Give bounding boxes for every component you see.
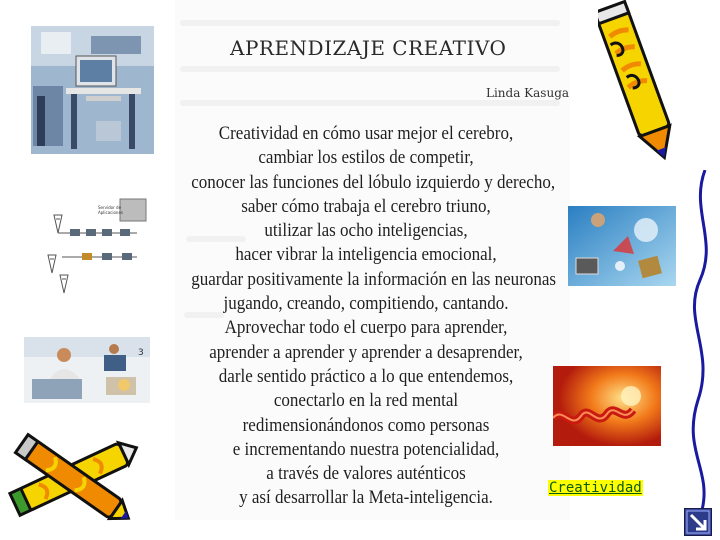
ghost-text-line [180,66,560,72]
computer-lab-image [31,26,154,154]
poem-line: jugando, creando, compitiendo, cantando. [223,294,509,315]
pencils-icon [0,430,145,530]
poem-line: y así desarrollar la Meta-inteligencia. [239,488,493,509]
poem-line: utilizar las ocho inteligencias, [264,221,468,242]
poem-line: redimensionándonos como personas [242,415,490,436]
poem-line: conectarlo en la red mental [273,391,459,412]
people-collage-image [24,337,150,403]
next-slide-icon [685,509,711,535]
poem-line: Creatividad en cómo usar mejor el cerebro, [218,124,514,144]
network-diagram-image [42,195,152,300]
poem-line: conocer las funciones del lóbulo izquierdo y derecho, [191,172,556,193]
poem-line: cambiar los estilos de competir, [258,148,474,169]
poem-line: hacer vibrar la inteligencia emocional, [235,245,497,266]
ghost-text-line [180,20,560,26]
next-slide-button[interactable] [684,508,712,536]
decorative-pencil-line [660,170,720,510]
neuron-image [553,366,661,446]
poem-line: saber cómo trabaja el cerebro triuno, [241,196,491,217]
svg-text:Servidor de: Servidor de [98,205,122,210]
ghost-text-line [180,100,560,106]
poem-line: guardar positivamente la información en las neuronas [191,269,557,290]
poem-text [176,122,556,511]
poem-line: Aprovechar todo el cuerpo para aprender, [224,318,508,339]
document-title: APRENDIZAJE CREATIVO [230,36,507,60]
poem-line: a través de valores auténticos [266,464,466,485]
poem-line: e incrementando nuestra potencialidad, [232,439,500,460]
svg-text:Aplicaciones: Aplicaciones [98,210,123,215]
pencil-icon [598,0,678,170]
poem-line: aprender a aprender y aprender a desaprender, [209,342,523,363]
creatividad-link[interactable]: Creatividad [549,480,642,496]
svg-text:3: 3 [138,348,144,358]
document-author: Linda Kasuga [486,86,570,100]
poem-line: darle sentido práctico a lo que entendemos, [218,366,514,387]
